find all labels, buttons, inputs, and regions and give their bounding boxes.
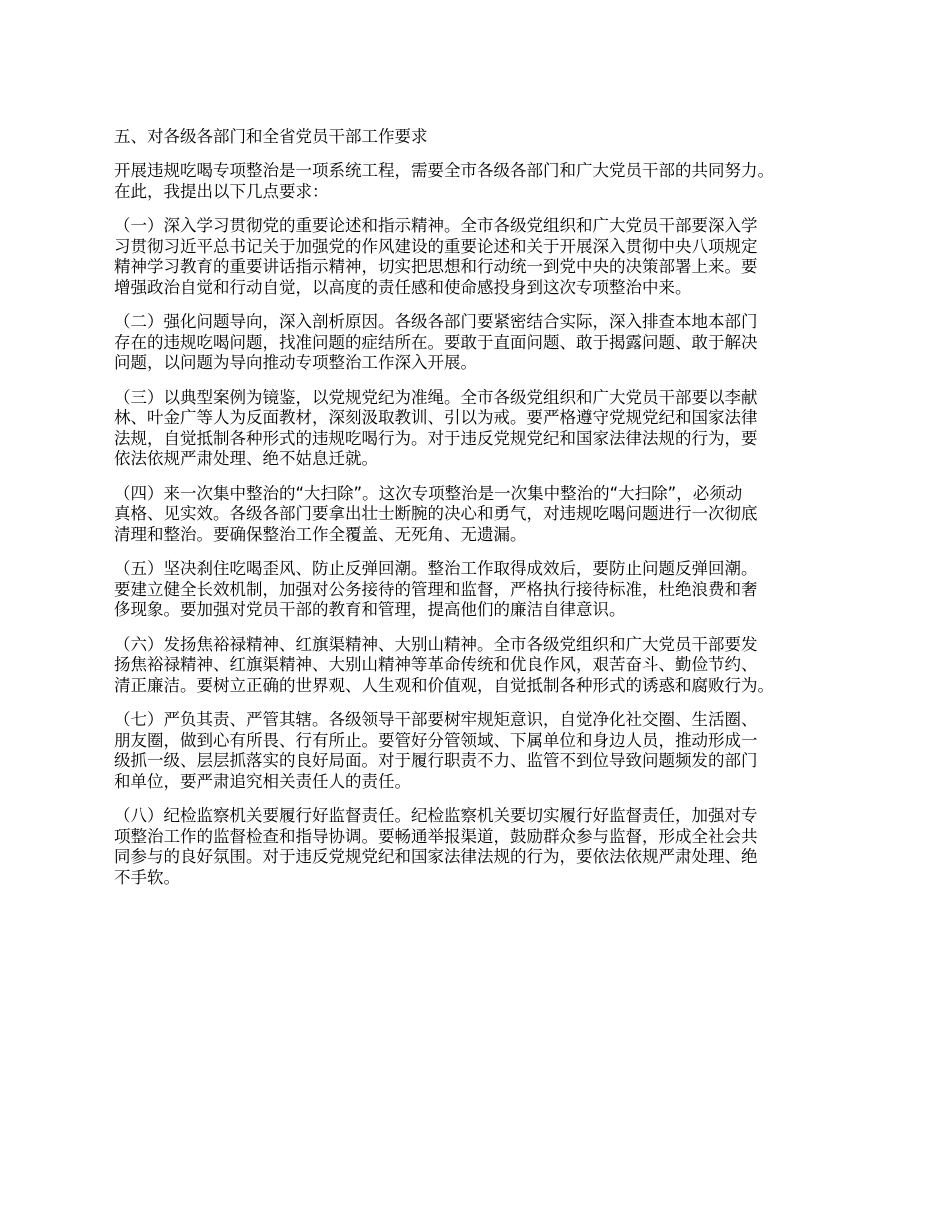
- text-line: 精神学习教育的重要讲话指示精神，切实把思想和行动统一到党中央的决策部署上来。要: [114, 257, 758, 276]
- text-line: 增强政治自觉和行动自觉，以高度的责任感和使命感投身到这次专项整治中来。: [114, 277, 692, 297]
- text-line: 林、叶金广等人为反面教材，深刻汲取教训、引以为戒。要严格遵守党规党纪和国家法律: [114, 408, 758, 427]
- text-line: 级抓一级、层层抓落实的良好局面。对于履行职责不力、监管不到位导致问题频发的部门: [114, 751, 758, 770]
- text-line: （六）发扬焦裕禄精神、红旗渠精神、大别山精神。全市各级党组织和广大党员干部要发: [114, 634, 758, 654]
- paragraph-item-6: [114, 635, 854, 697]
- text-line: （二）强化问题导向，深入剖析原因。各级各部门要紧密结合实际，深入排查本地本部门: [114, 312, 758, 331]
- paragraph-item-2: [114, 312, 854, 374]
- text-line: （四）来一次集中整治的“大扫除”。这次专项整治是一次集中整治的“大扫除”，必须动: [114, 483, 743, 503]
- text-line: 侈现象。要加强对党员干部的教育和管理，提高他们的廉洁自律意识。: [114, 600, 626, 619]
- document-page: [114, 127, 854, 902]
- text-line: 问题，以问题为导向推动专项整治工作深入开展。: [114, 353, 477, 372]
- section-heading: 五、对各级各部门和全省党员干部工作要求: [114, 127, 428, 146]
- text-line: 清理和整治。要确保整治工作全覆盖、无死角、无遗漏。: [114, 524, 527, 544]
- text-line: 清正廉洁。要树立正确的世界观、人生观和价值观，自觉抵制各种形式的诱惑和腐败行为。: [114, 675, 774, 695]
- text-line: 和单位，要严肃追究相关责任人的责任。: [114, 771, 411, 791]
- paragraph-item-5: [114, 559, 854, 621]
- text-line: 开展违规吃喝专项整治是一项系统工程，需要全市各级各部门和广大党员干部的共同努力。: [114, 161, 774, 180]
- text-line: 朋友圈，做到心有所畏、行有所止。要管好分管领域、下属单位和身边人员，推动形成一: [114, 730, 758, 750]
- text-line: 项整治工作的监督检查和指导协调。要畅通举报渠道，鼓励群众参与监督，形成全社会共: [114, 826, 758, 846]
- paragraph-intro: [114, 161, 854, 202]
- paragraph-item-1: [114, 216, 854, 298]
- text-line: 扬焦裕禄精神、红旗渠精神、大别山精神等革命传统和优良作风，艰苦奋斗、勤俭节约、: [114, 655, 758, 674]
- text-line: 同参与的良好氛围。对于违反党规党纪和国家法律法规的行为，要依法依规严肃处理、绝: [114, 847, 758, 866]
- paragraph-item-3: [114, 388, 854, 470]
- text-line: 习贯彻习近平总书记关于加强党的作风建设的重要论述和关于开展深入贯彻中央八项规定: [114, 236, 758, 256]
- text-line: （五）坚决刹住吃喝歪风、防止反弹回潮。整治工作取得成效后，要防止问题反弹回潮。: [114, 559, 758, 578]
- text-line: （八）纪检监察机关要履行好监督责任。纪检监察机关要切实履行好监督责任，加强对专: [114, 806, 758, 825]
- paragraph-item-4: [114, 484, 854, 546]
- text-line: 在此，我提出以下几点要求：: [114, 181, 329, 201]
- paragraph-item-8: [114, 806, 854, 888]
- text-line: （三）以典型案例为镜鉴，以党规党纪为准绳。全市各级党组织和广大党员干部要以李献: [114, 387, 758, 407]
- text-line: （一）深入学习贯彻党的重要论述和指示精神。全市各级党组织和广大党员干部要深入学: [114, 216, 758, 235]
- text-line: 不手软。: [114, 867, 180, 887]
- text-line: （七）严负其责、严管其辖。各级领导干部要树牢规矩意识，自觉净化社交圈、生活圈、: [114, 710, 758, 729]
- text-line: 依法依规严肃处理、绝不姑息迁就。: [114, 449, 378, 468]
- text-line: 真格、见实效。各级各部门要拿出壮士断腕的决心和勇气，对违规吃喝问题进行一次彻底: [114, 504, 758, 523]
- text-line: 法规，自觉抵制各种形式的违规吃喝行为。对于违反党规党纪和国家法律法规的行为，要: [114, 428, 758, 448]
- text-line: 要建立健全长效机制，加强对公务接待的管理和监督，严格执行接待标准，杜绝浪费和奢: [114, 579, 758, 599]
- paragraph-item-7: [114, 710, 854, 792]
- text-line: 存在的违规吃喝问题，找准问题的症结所在。要敢于直面问题、敢于揭露问题、敢于解决: [114, 332, 758, 352]
